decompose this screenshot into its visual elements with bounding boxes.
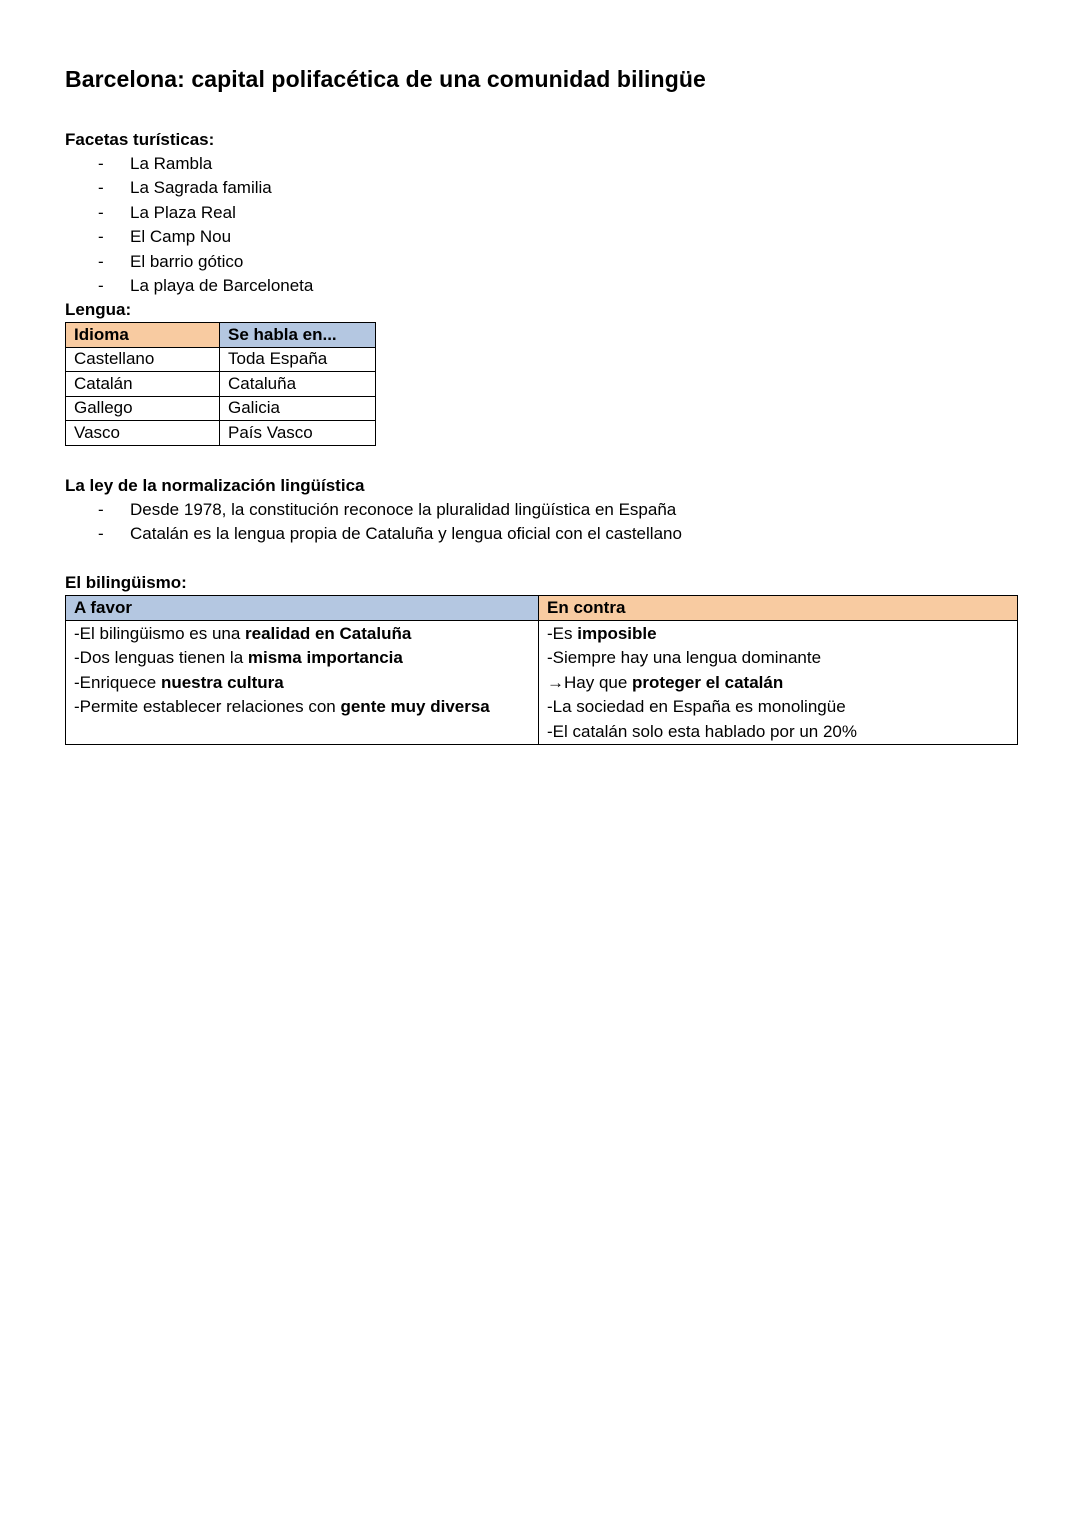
table-row: [66, 347, 376, 372]
contra-line: -La sociedad en España es monolingüe: [547, 697, 846, 717]
table-cell: Toda España: [220, 347, 376, 372]
contra-cell: [539, 621, 1018, 745]
favor-line: -Permite establecer relaciones con gente muy diversa: [74, 697, 490, 717]
facetas-heading: Facetas turísticas:: [65, 130, 215, 149]
table-cell: Gallego: [66, 396, 220, 421]
contra-line: →Hay que proteger el catalán: [547, 672, 784, 692]
bullet-dash: -: [98, 275, 104, 295]
bullet-dash: -: [98, 178, 104, 198]
table-cell: Catalán: [66, 372, 220, 397]
table-row: [66, 372, 376, 397]
column-header-a-favor: A favor: [66, 596, 539, 621]
document-page: Barcelona: capital polifacética de una comunidad bilingüe Facetas turísticas: - La Rambla - La Sagrada familia - La Plaza Real - El Camp Nou - El barrio gótico - La playa de Barceloneta Lengua: Idioma Se habla en... Castellano Toda España Catalán Cataluña Gallego Galicia Vasco País Vasco La ley de la normalización lingüística - Desde 1978, la constitución reconoce la pluralidad lingüística en España - Catalán es la lengua propia de Cataluña y lengua oficial con el castellano El bilingüismo: A favor En contra -El bilingüismo es una realidad en Cataluña -Dos lenguas tienen la misma importancia -Enriquece nuestra cultura -Permite establecer relaciones con gente muy diversa -Es imposible -Siempre hay una lengua dominante →Hay que proteger el catalán -La sociedad en España es monolingüe -El catalán solo esta hablado por un 20%: [0, 0, 1080, 1527]
favor-cell: [66, 621, 539, 745]
favor-line: -Enriquece nuestra cultura: [74, 672, 284, 692]
contra-line: -El catalán solo esta hablado por un 20%: [547, 721, 857, 741]
contra-line: -Es imposible: [547, 624, 657, 643]
bullet-dash: -: [98, 227, 104, 247]
contra-line: -Siempre hay una lengua dominante: [547, 648, 822, 668]
language-table: [65, 322, 376, 446]
ley-heading: La ley de la normalización lingüística: [65, 476, 365, 495]
table-cell: Galicia: [220, 396, 376, 421]
column-header-idioma: Idioma: [66, 323, 220, 348]
bullet-dash: -: [98, 202, 104, 222]
favor-line: -El bilingüismo es una realidad en Cataluña: [74, 624, 412, 643]
lengua-heading: Lengua:: [65, 300, 132, 319]
favor-line: -Dos lenguas tienen la misma importancia: [74, 648, 403, 668]
page-title: Barcelona: capital polifacética de una comunidad bilingüe: [65, 66, 706, 92]
table-row: [66, 421, 376, 446]
table-cell: País Vasco: [220, 421, 376, 446]
bullet-dash: -: [98, 500, 104, 519]
table-cell: Cataluña: [220, 372, 376, 397]
table-header-row: [66, 323, 376, 348]
bullet-dash: -: [98, 251, 104, 271]
column-header-se-habla: Se habla en...: [220, 323, 376, 348]
table-cell: Castellano: [66, 347, 220, 372]
bullet-dash: -: [98, 154, 104, 173]
bilinguismo-heading: El bilingüismo:: [65, 573, 187, 592]
table-cell: Vasco: [66, 421, 220, 446]
bilinguismo-table: [65, 595, 1018, 745]
table-row: [66, 621, 1018, 745]
column-header-en-contra: En contra: [539, 596, 1018, 621]
bullet-dash: -: [98, 524, 104, 544]
table-header-row: [66, 596, 1018, 621]
table-row: [66, 396, 376, 421]
